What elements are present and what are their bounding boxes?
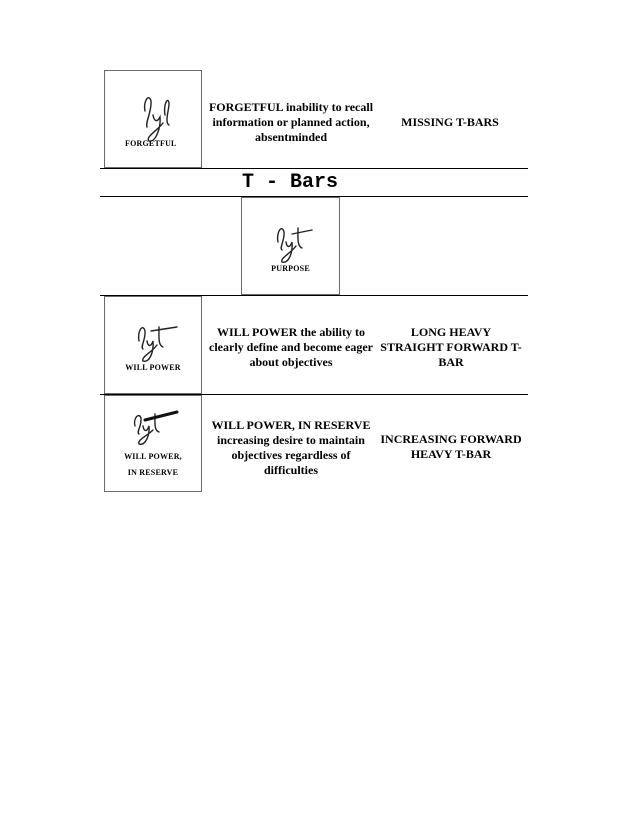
section-title: T - Bars [241,171,338,194]
trait-description: WILL POWER the ability to clearly define and become eager about objectives [209,325,373,369]
trait-description: FORGETFUL inability to recall information or planned action, absentminded [208,100,374,144]
lyt-handwriting-image [105,71,203,169]
handwriting-sample-forgetful [104,70,202,168]
sample-caption: FORGETFUL [125,139,177,148]
row-divider [100,168,528,169]
lyt-handwriting-image [242,198,341,296]
feature-label: MISSING T-BARS [401,115,499,129]
sample-caption: WILL POWER, [124,452,182,461]
trait-description: WILL POWER, IN RESERVE increasing desire to maintain objectives regardless of difficulties [211,418,371,477]
feature-label: INCREASING FORWARD HEAVY T-BAR [380,432,522,461]
sample-caption: IN RESERVE [127,468,179,477]
lyt-handwriting-image [105,297,203,395]
handwriting-sample-purpose [241,197,340,295]
sample-caption: PURPOSE [271,264,310,273]
feature-label: LONG HEAVY STRAIGHT FORWARD T-BAR [380,325,522,369]
lyt-handwriting-image [105,396,203,493]
sample-caption: WILL POWER [125,363,181,372]
handwriting-sample-will-power [104,296,202,394]
handwriting-sample-will-power-in-reserve [104,395,202,492]
